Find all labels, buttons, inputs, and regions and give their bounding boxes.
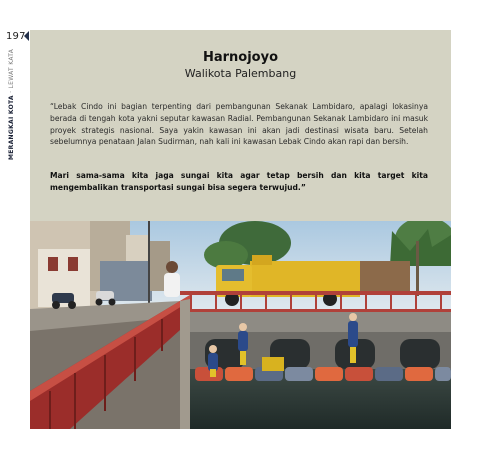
page-marker-triangle bbox=[24, 31, 29, 41]
quote-panel bbox=[30, 30, 451, 221]
quote-emphasis: Mari sama-sama kita jaga sungai kita agar tetap bersih dan kita target kita mengembalikan transportasi sungai bisa segera terwujud.” bbox=[50, 171, 428, 192]
side-section-label bbox=[8, 49, 15, 160]
page-number: 197 bbox=[6, 31, 26, 42]
river-cleanup-photo bbox=[30, 221, 451, 429]
speaker-name: Harnojoyo bbox=[202, 50, 279, 65]
side-label-title: MERANGKAI KOTA bbox=[8, 95, 15, 160]
speaker-role: Walikota Palembang bbox=[184, 67, 297, 80]
side-label-subtitle: · LEWAT KATA bbox=[8, 48, 15, 96]
quote-body: “Lebak Cindo ini bagian terpenting dari pembangunan Sekanak Lambidaro, apalagi lokasinya berada di tengah kota yakni seputar kawasan Radial. Pembangunan Sekanak Lambidaro ini masuk proyek strategis nasional. Saya yakin kawasan ini akan jadi destinasi wisata baru. Setelah sebelumnya penataan Jalan Sudirman, nah kali ini kawasan Lebak Cindo akan rapi dan bersih. bbox=[50, 102, 428, 147]
